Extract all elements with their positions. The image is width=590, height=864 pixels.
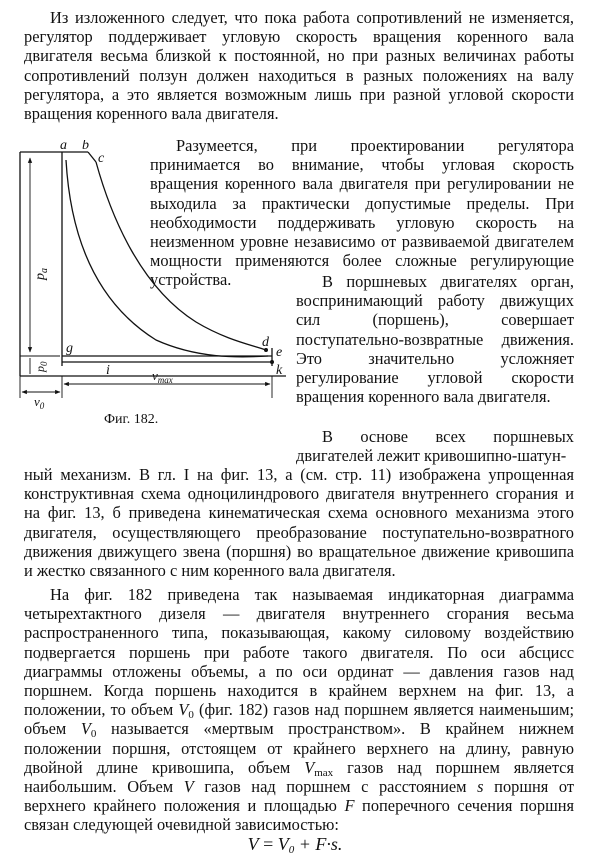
label-pa: $p_a$ (33, 268, 50, 280)
line-bc (88, 152, 96, 162)
paragraph-2-text: Разумеется, при проектировании регулятора принимается во внимание, чтобы угловая скорость вращения коренного вала двигателя при регулировании не выходила за практически допустимые пределы. При необходимости поддерживать угловую скорость на неизменном уровне независимо от развиваемой двигателем мощности применяются более сложные регулирующие устройства. (150, 136, 574, 290)
symbol-vmax: V (304, 757, 315, 777)
paragraph-4-end (24, 465, 574, 580)
label-k: k (276, 363, 283, 378)
symbol-f: F (344, 796, 355, 816)
symbol-vmax-sub: max (314, 766, 334, 779)
symbol-v0-sub: 0 (188, 709, 194, 722)
formula-eq: = (258, 834, 278, 854)
paragraph-5-text (24, 585, 574, 835)
p5-seg-1: На фиг. 182 приведена так называемая индикаторная диаграмма четырехтактного дизеля — двигателя внутреннего сгорания весьма распространенного типа, показывающая, какому силовому воздействию подвергается поршень при работе такого двигателя. По оси абсцисс диаграммы отложены объемы, а по оси ординат — давления газов над поршнем. Когда поршень находится в крайнем верхнем на фиг. 13, а положении, то объем (24, 585, 574, 720)
formula-v: V (277, 834, 289, 854)
symbol-v0-second: V (80, 719, 91, 739)
expansion-curve (96, 162, 266, 350)
symbol-v: V (183, 777, 194, 797)
formula-sub: 0 (288, 844, 295, 856)
p5-seg-4: газов над поршнем является наибольшим. Объем (24, 757, 574, 797)
paragraph-3-text: В поршневых двигателях орган, воспринимающий работу движущих сил (поршень), совершает поступательно-возвратные движения. Это значительно усложняет регулирование угловой скорости вращения коренного вала двигателя. (296, 272, 574, 407)
formula (0, 833, 590, 855)
paragraph-4-start (296, 427, 574, 465)
label-b: b (82, 140, 89, 153)
label-v0: $v_0$ (34, 394, 45, 410)
paragraph-3 (296, 272, 574, 406)
label-g: g (66, 341, 73, 356)
p5-seg-7: поперечного сечения поршня связан следующей очевидной зависимостью: (24, 796, 575, 835)
symbol-v0-second-sub: 0 (90, 728, 97, 741)
paragraph-5 (24, 585, 574, 835)
point-k (270, 360, 274, 364)
formula-rest: + F·s. (294, 834, 343, 854)
p5-seg-2: (фиг. 182) газов над поршнем является наименьшим; объем (24, 700, 574, 739)
symbol-v0: V (178, 700, 189, 720)
label-e: e (276, 345, 283, 360)
p5-seg-6: поршня от верхнего крайнего положения и площадью (24, 777, 575, 816)
p5-seg-5: газов над поршнем с расстоянием (193, 777, 478, 797)
label-p0: $p_0$ (33, 361, 49, 372)
label-i: i (106, 363, 110, 378)
figure-caption: Фиг. 182. (104, 412, 159, 427)
symbol-s: s (477, 777, 484, 797)
label-vmax: $v_{max}$ (152, 368, 173, 385)
paragraph-1 (24, 8, 574, 123)
label-d: d (262, 335, 269, 350)
compression-curve (66, 160, 268, 357)
label-c: c (98, 151, 105, 166)
paragraph-4-start-text: В основе всех поршневых двигателей лежит кривошипно-шатун- (296, 427, 574, 466)
p5-seg-3: называется «мертвым пространством». В крайнем нижнем положении поршня, отстоящем от крайнего верхнего на длину, равную двойной длине кривошипа, объем (24, 719, 574, 777)
paragraph-1-text: Из изложенного следует, что пока работа сопротивлений не изменяется, регулятор поддерживает угловую скорость вращения коренного вала двигателя весьма близкой к постоянной, но при разных величинах работы сопротивлений ползун должен находиться в разных положениях на валу регулятора, а это является возможным лишь при разной угловой скорости вращения коренного вала двигателя. (24, 8, 574, 124)
paragraph-4-end-text: ный механизм. В гл. I на фиг. 13, а (см. стр. 11) изображена упрощенная конструктивная схема одноцилиндрового двигателя внутреннего сгорания и на фиг. 13, б приведена кинематическая схема основного механизма этого двигателя, осуществляющего преобразование поступательно-возвратного движения движущего звена (поршня) во вращательное движение кривошипа и жестко связанного с ним коренного вала двигателя. (24, 465, 574, 581)
label-a: a (60, 140, 67, 153)
formula-lhs: V (247, 834, 259, 854)
indicator-diagram (16, 140, 298, 410)
